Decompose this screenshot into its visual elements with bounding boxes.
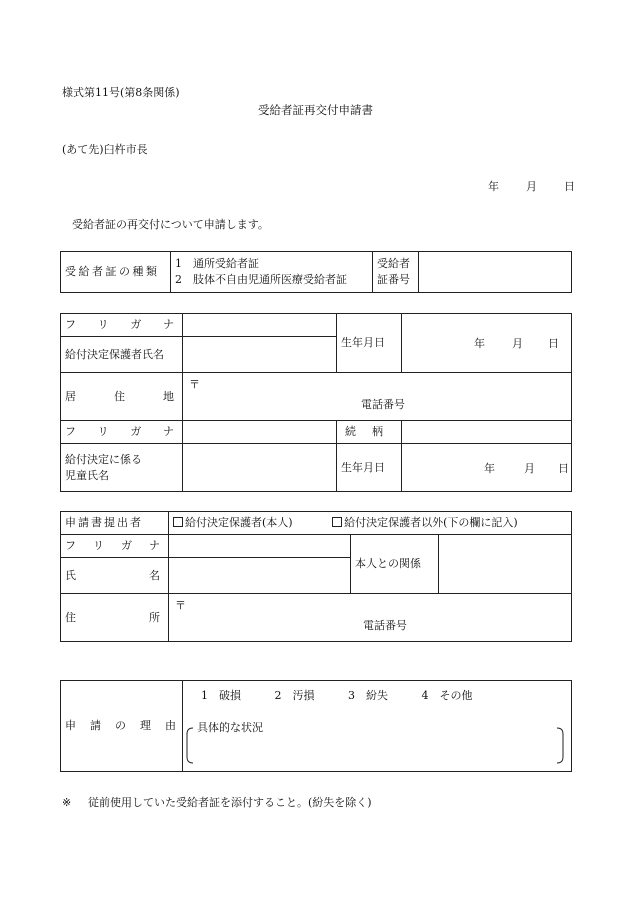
footer-note: 従前使用していた受給者証を添付すること。(紛失を除く): [88, 796, 372, 809]
reason-option-4[interactable]: 4 その他: [421, 689, 473, 702]
reason-label: 申 請 の 理 由: [61, 681, 183, 772]
phone-label: 電話番号: [363, 618, 407, 632]
applicant-table: [60, 511, 572, 642]
cert-number-field[interactable]: [419, 252, 572, 293]
detail-bracket[interactable]: [186, 721, 564, 764]
furigana-label: フ リ ガ ナ: [61, 314, 183, 337]
applicant-relation-field[interactable]: [439, 535, 572, 594]
address-field[interactable]: [183, 373, 572, 421]
cert-type-option-1[interactable]: 1 通所受給者証: [175, 257, 259, 271]
phone-label: 電話番号: [361, 397, 405, 411]
submitter-label: 申請書提出者: [61, 512, 169, 535]
child-furigana-field[interactable]: [183, 421, 337, 444]
cert-type-options: [171, 252, 373, 293]
guardian-name-field[interactable]: [183, 337, 337, 373]
year-label: 年: [488, 180, 499, 193]
postal-mark: 〒: [175, 599, 186, 612]
applicant-furigana-label: フ リ ガ ナ: [61, 535, 169, 558]
cert-table: [60, 251, 572, 293]
month-label: 月: [526, 180, 537, 193]
child-birth-label: 生年月日: [337, 444, 402, 492]
page-title: 受給者証再交付申請書: [258, 103, 373, 117]
submitter-options: [169, 512, 572, 535]
child-birth-field[interactable]: 年 月 日: [402, 444, 572, 492]
checkbox-icon[interactable]: [332, 517, 342, 527]
applicant-address-label: 住 所: [61, 594, 169, 642]
child-furigana-label: フ リ ガ ナ: [61, 421, 183, 444]
applicant-name-label: 氏 名: [61, 558, 169, 594]
postal-mark: 〒: [189, 378, 200, 391]
intro-text: 受給者証の再交付について申請します。: [72, 218, 269, 231]
reason-option-2[interactable]: 2 汚損: [274, 689, 315, 702]
child-name-label: 給付決定に係る 児童氏名: [61, 444, 183, 492]
guardian-birth-field[interactable]: 年 月 日: [402, 314, 572, 373]
option-self[interactable]: 給付決定保護者(本人): [173, 516, 293, 529]
guardian-table: [60, 313, 572, 492]
cert-number-label: 受給者 証番号: [373, 252, 419, 293]
applicant-address-field[interactable]: [169, 594, 572, 642]
guardian-name-label: 給付決定保護者氏名: [61, 337, 183, 373]
applicant-relation-label: 本人との関係: [351, 535, 439, 594]
option-other[interactable]: 給付決定保護者以外(下の欄に記入): [332, 516, 518, 529]
form-number: 様式第11号(第8条関係): [62, 86, 180, 99]
cert-type-label: 受給者証の種類: [61, 252, 171, 293]
day-label: 日: [564, 180, 575, 193]
reason-option-1[interactable]: 1 破損: [201, 689, 241, 702]
applicant-name-field[interactable]: [169, 558, 351, 594]
applicant-furigana-field[interactable]: [169, 535, 351, 558]
addressee: (あて先)臼杵市長: [62, 143, 148, 156]
detail-label: 具体的な状況: [197, 721, 263, 734]
relation-field[interactable]: [402, 421, 572, 444]
relation-label: 続 柄: [337, 421, 402, 444]
reason-option-3[interactable]: 3 紛失: [348, 689, 388, 702]
guardian-furigana-field[interactable]: [183, 314, 337, 337]
address-label: 居 住 地: [61, 373, 183, 421]
child-name-field[interactable]: [183, 444, 337, 492]
footer-note-mark: ※: [62, 796, 72, 809]
guardian-birth-label: 生年月日: [337, 314, 402, 373]
cert-type-option-2[interactable]: 2 肢体不自由児通所医療受給者証: [175, 273, 347, 286]
reason-options: [201, 688, 567, 704]
checkbox-icon[interactable]: [173, 517, 183, 527]
